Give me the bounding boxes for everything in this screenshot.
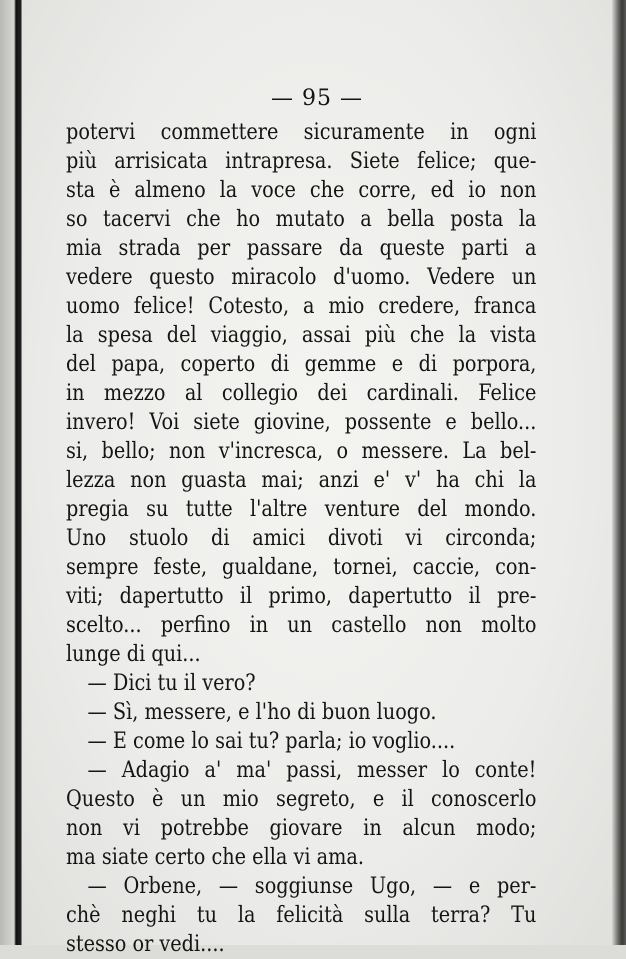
dialogue-line: — Sì, messere, e l'ho di buon luogo. — [87, 699, 437, 725]
text-line: non vi potrebbe giovare in alcun modo; — [66, 815, 537, 841]
text-line: potervi commettere sicuramente in ogni — [66, 119, 537, 145]
text-line: del papa, coperto di gemme e di porpora, — [66, 351, 537, 377]
text-line: in mezzo al collegio dei cardinali. Felice — [66, 380, 537, 406]
text-line: pregia su tutte l'altre venture del mondo. — [66, 496, 537, 522]
dialogue-line: — E come lo sai tu? parla; io voglio.... — [87, 728, 456, 754]
text-line: Uno stuolo di amici divoti vi circonda; — [66, 525, 537, 551]
text-line: stesso or vedi.... — [66, 931, 225, 957]
text-line: ma siate certo che ella vi ama. — [66, 844, 364, 870]
text-line: sta è almeno la voce che corre, ed io non — [66, 177, 537, 203]
dialogue-line: — Dici tu il vero? — [87, 670, 256, 696]
text-line: si, bello; non v'increscа, o messere. La bel- — [66, 438, 537, 464]
text-line: sempre feste, gualdane, tornei, caccie, con- — [66, 554, 537, 580]
text-line: scelto... perfino in un castello non molto — [66, 612, 537, 638]
text-line: Questo è un mio segreto, e il conoscerlo — [66, 786, 537, 812]
text-line: so tacervi che ho mutato a bella posta la — [66, 206, 537, 232]
text-line: la spesa del viaggio, assai più che la vista — [66, 322, 537, 348]
text-line: chè neghi tu la felicità sulla terra? Tu — [66, 902, 537, 928]
dialogue-line: — Orbene, — soggiunse Ugo, — e per- — [87, 873, 537, 899]
book-spine-shadow — [0, 0, 22, 945]
text-line: viti; dapertutto il primo, dapertutto il pre- — [66, 583, 537, 609]
text-line: invero! Voi siete giovine, possente e bello... — [66, 409, 537, 435]
book-page — [22, 0, 612, 957]
text-line: più arrisicata intrapresa. Siete felice; que- — [66, 148, 537, 174]
text-line: vedere questo miracolo d'uomo. Vedere un — [66, 264, 537, 290]
dialogue-line: — Adagio a' ma' passi, messer lo conte! — [87, 757, 537, 783]
text-line: lezza non guasta mai; anzi e' v' ha chi la — [66, 467, 537, 493]
text-line: uomo felice! Cotesto, a mio credere, franca — [66, 293, 537, 319]
page-number: — 95 — — [271, 86, 363, 111]
text-line: lunge di qui... — [66, 641, 201, 667]
text-line: mia strada per passare da queste parti a — [66, 235, 537, 261]
body-text — [66, 118, 536, 959]
page-edge-shadow — [612, 0, 626, 945]
